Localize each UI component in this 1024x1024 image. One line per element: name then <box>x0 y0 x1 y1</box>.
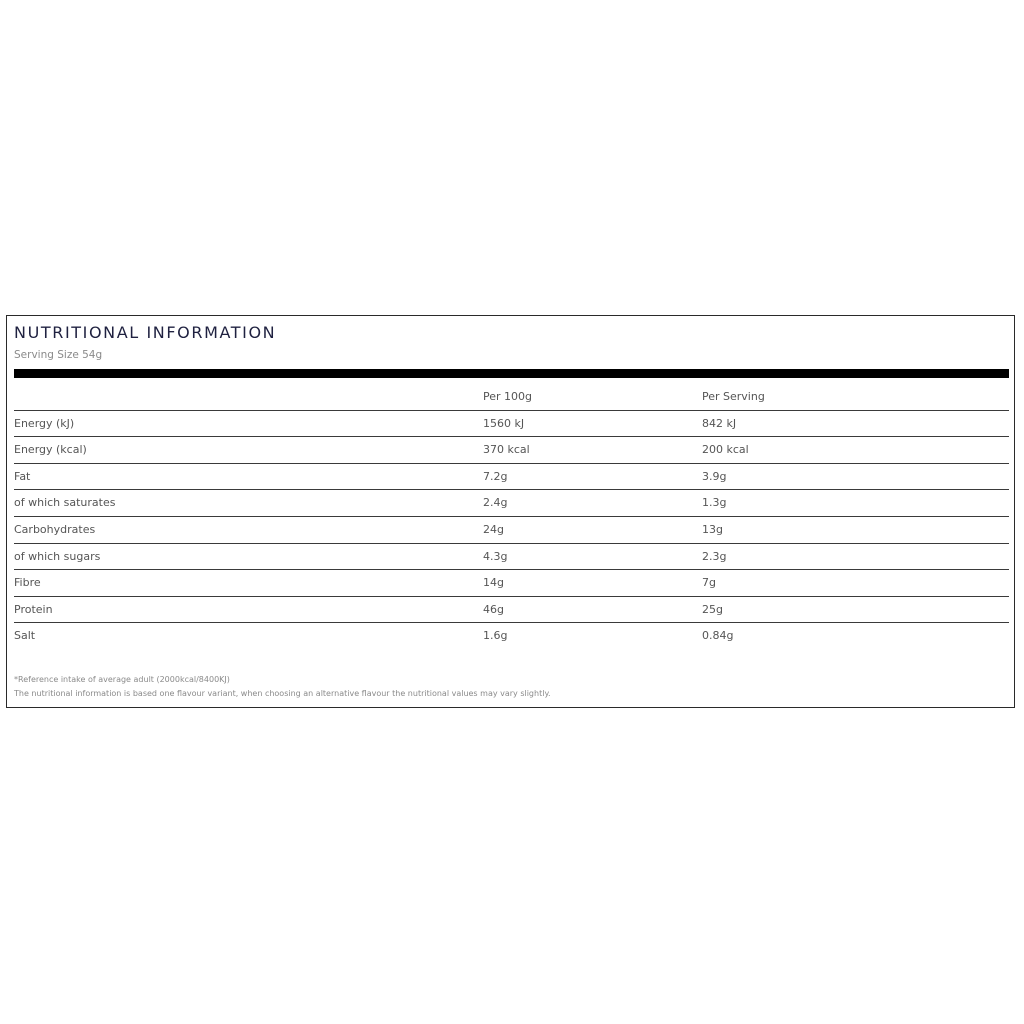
footnotes <box>14 673 551 701</box>
per-serving-value: 3.9g <box>702 469 727 483</box>
table-row <box>14 517 1009 544</box>
nutrition-table <box>14 384 1009 650</box>
nutrient-name: Carbohydrates <box>14 522 96 536</box>
per-100g-value: 1.6g <box>483 629 508 643</box>
per-serving-value: 13g <box>702 522 723 536</box>
serving-size: Serving Size 54g <box>14 349 103 361</box>
per-serving-value: 25g <box>702 602 723 616</box>
per-serving-value: 1.3g <box>702 496 727 510</box>
nutrient-name: Salt <box>14 629 36 643</box>
per-100g-value: 2.4g <box>483 496 508 510</box>
per-100g-value: 46g <box>483 602 504 616</box>
reference-intake-note: *Reference intake of average adult (2000kcal/8400KJ) <box>14 675 230 684</box>
per-100g-value: 4.3g <box>483 549 508 563</box>
per-serving-value: 7g <box>702 576 716 590</box>
flavour-disclaimer: The nutritional information is based one flavour variant, when choosing an alternative flavour the nutritional values may vary slightly. <box>14 689 551 698</box>
nutrition-panel <box>6 315 1015 708</box>
table-row <box>14 437 1009 464</box>
table-row <box>14 623 1009 650</box>
table-header-row <box>14 384 1009 411</box>
title-divider-bar <box>14 369 1009 378</box>
per-100g-value: 24g <box>483 522 504 536</box>
table-row <box>14 490 1009 517</box>
per-100g-value: 370 kcal <box>483 443 530 457</box>
table-row <box>14 411 1009 438</box>
nutrient-name: Protein <box>14 602 53 616</box>
nutrient-name: of which sugars <box>14 549 101 563</box>
header-per-serving: Per Serving <box>702 390 765 403</box>
table-row <box>14 570 1009 597</box>
nutrient-name: of which saturates <box>14 496 116 510</box>
nutrient-name: Energy (kcal) <box>14 443 87 457</box>
per-serving-value: 2.3g <box>702 549 727 563</box>
nutrient-name: Energy (kJ) <box>14 416 75 430</box>
per-100g-value: 14g <box>483 576 504 590</box>
per-100g-value: 7.2g <box>483 469 508 483</box>
per-serving-value: 842 kJ <box>702 416 737 430</box>
nutrient-name: Fibre <box>14 576 41 590</box>
nutrient-name: Fat <box>14 469 31 483</box>
panel-title: NUTRITIONAL INFORMATION <box>14 323 277 342</box>
table-row <box>14 544 1009 571</box>
per-100g-value: 1560 kJ <box>483 416 525 430</box>
per-serving-value: 200 kcal <box>702 443 749 457</box>
per-serving-value: 0.84g <box>702 629 734 643</box>
header-per-100g: Per 100g <box>483 390 533 403</box>
table-row <box>14 464 1009 491</box>
table-row <box>14 597 1009 624</box>
